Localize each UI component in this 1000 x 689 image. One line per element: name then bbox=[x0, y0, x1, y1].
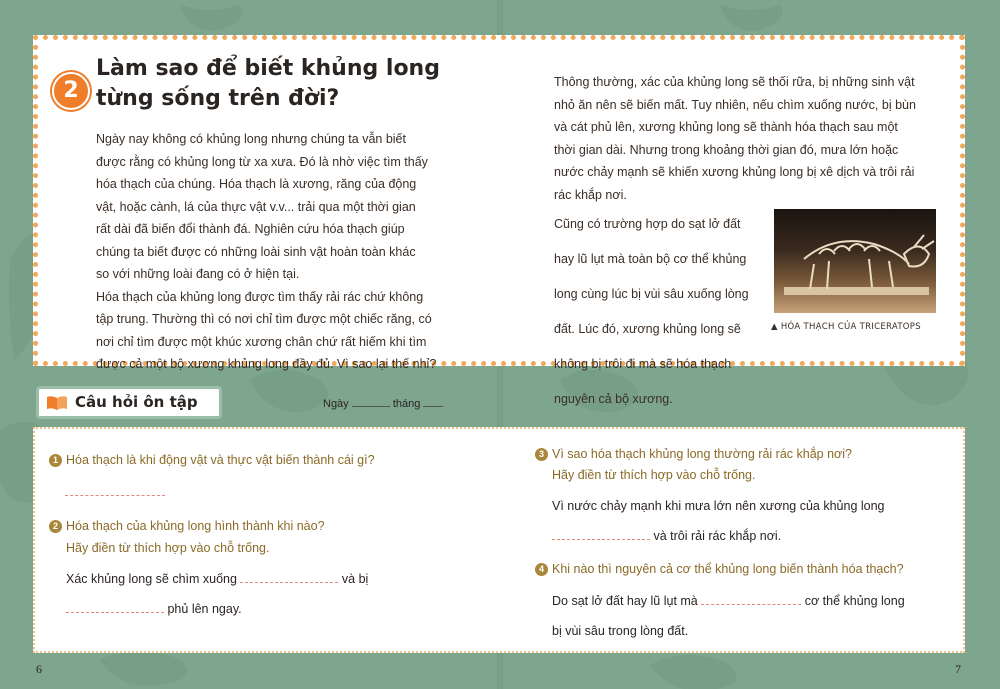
answer-2-line-2 bbox=[66, 602, 242, 616]
right-body-text bbox=[554, 71, 954, 206]
answer-3-line-2 bbox=[552, 529, 781, 543]
section-title bbox=[96, 54, 476, 114]
question-3 bbox=[535, 447, 852, 461]
page-number-left: 6 bbox=[36, 662, 42, 676]
question-text: Khi nào thì nguyên cả cơ thể khủng long biến thành hóa thạch? bbox=[552, 562, 904, 576]
wrap-line: không bị trôi đi mà sẽ hóa thạch bbox=[554, 356, 732, 371]
left-line: hóa thạch của chúng. Hóa thạch là xương, răng của động bbox=[96, 177, 417, 191]
date-field bbox=[323, 398, 443, 410]
left-line: được rằng có khủng long từ xa xưa. Đó là nhờ việc tìm thấy bbox=[96, 154, 428, 169]
answer-text: và trôi rải rác khắp nơi. bbox=[653, 529, 782, 543]
answer-text: cơ thể khủng long bbox=[804, 594, 905, 608]
wrap-line: đất. Lúc đó, xương khủng long sẽ bbox=[554, 321, 741, 336]
title-line-2: từng sống trên đời? bbox=[96, 86, 340, 111]
question-text: Hóa thạch là khi động vật và thực vật biến thành cái gì? bbox=[66, 453, 375, 467]
wrap-body-text bbox=[554, 200, 774, 423]
question-1 bbox=[49, 453, 375, 467]
right-line: rác khắp nơi. bbox=[554, 187, 627, 202]
left-line: rất dài đã biến đổi thành đá. Nghiên cứu hóa thạch giúp bbox=[96, 222, 405, 236]
answer-2-blank-b[interactable] bbox=[66, 602, 164, 613]
left-line: nơi chỉ tìm được một khúc xương chân chứ rất hiếm khi tìm bbox=[96, 334, 427, 349]
wrap-line: hay lũ lụt mà toàn bộ cơ thể khủng bbox=[554, 251, 747, 266]
question-number: 3 bbox=[535, 448, 548, 461]
fossil-skeleton-image bbox=[774, 209, 936, 313]
answer-4-blank[interactable] bbox=[701, 594, 801, 605]
title-line-1: Làm sao để biết khủng long bbox=[96, 56, 440, 81]
left-line: vật, hoặc cành, lá của thực vật v.v... trải qua một thời gian bbox=[96, 199, 416, 214]
section-number-badge: 2 bbox=[52, 72, 90, 110]
answer-3-blank[interactable] bbox=[552, 529, 650, 540]
question-text: Vì sao hóa thạch khủng long thường rải rác khắp nơi? bbox=[552, 447, 852, 461]
photo-caption: ▲ HÓA THẠCH CỦA TRICERATOPS bbox=[771, 322, 921, 332]
question-text: Hóa thạch của khủng long hình thành khi nào? bbox=[66, 519, 325, 533]
right-line: và cát phủ lên, xương khủng long sẽ thành hóa thạch sau một bbox=[554, 120, 898, 134]
question-4 bbox=[535, 562, 904, 576]
answer-text: Do sạt lở đất hay lũ lụt mà bbox=[552, 594, 698, 608]
review-heading bbox=[36, 386, 222, 419]
question-2-instruction: Hãy điền từ thích hợp vào chỗ trống. bbox=[66, 541, 270, 555]
left-line: chúng ta biết được có những loài sinh vật hoàn toàn khác bbox=[96, 244, 416, 259]
left-line: tập trung. Thường thì có nơi chỉ tìm được một chiếc răng, có bbox=[96, 312, 432, 326]
answer-2-blank-a[interactable] bbox=[240, 572, 338, 583]
left-line: Ngày nay không có khủng long nhưng chúng ta vẫn biết bbox=[96, 132, 406, 146]
date-day-label: Ngày bbox=[323, 398, 349, 410]
question-2 bbox=[49, 519, 325, 533]
book-icon bbox=[46, 395, 68, 411]
review-title: Câu hỏi ôn tập bbox=[75, 393, 198, 411]
wrap-line: nguyên cả bộ xương. bbox=[554, 391, 673, 406]
right-line: thời gian dài. Nhưng trong khoảng thời gian đó, mưa lớn hoặc bbox=[554, 142, 899, 157]
date-month-label: tháng bbox=[392, 398, 421, 410]
month-blank[interactable] bbox=[423, 406, 443, 407]
day-blank[interactable] bbox=[352, 406, 390, 407]
review-panel bbox=[33, 427, 965, 653]
wrap-line: long cùng lúc bị vùi sâu xuống lòng bbox=[554, 286, 749, 301]
answer-3-line-1: Vì nước chảy mạnh khi mưa lớn nên xương của khủng long bbox=[552, 499, 885, 513]
question-number: 1 bbox=[49, 454, 62, 467]
question-number: 4 bbox=[535, 563, 548, 576]
left-body-text bbox=[96, 128, 456, 376]
answer-4-line-2: bị vùi sâu trong lòng đất. bbox=[552, 624, 689, 638]
page-number-right: 7 bbox=[955, 662, 961, 676]
wrap-line: Cũng có trường hợp do sạt lở đất bbox=[554, 216, 741, 231]
triceratops-fossil-photo bbox=[774, 209, 936, 313]
right-line: nhỏ ăn nên sẽ biến mất. Tuy nhiên, nếu chìm xuống nước, bị bùn bbox=[554, 97, 916, 112]
left-line: so với những loài đang có ở hiện tại. bbox=[96, 267, 300, 281]
right-line: Thông thường, xác của khủng long sẽ thối rữa, bị những sinh vật bbox=[554, 75, 915, 89]
question-number: 2 bbox=[49, 520, 62, 533]
answer-2-line-1 bbox=[66, 572, 368, 586]
question-3-instruction: Hãy điền từ thích hợp vào chỗ trống. bbox=[552, 468, 756, 482]
answer-text: phủ lên ngay. bbox=[167, 602, 242, 616]
left-line: được cả một bộ xương khủng long đầy đủ. Vì sao lại thế nhỉ? bbox=[96, 357, 437, 371]
right-line: nước chảy mạnh sẽ khiến xương khủng long bị xê dịch và trôi rải bbox=[554, 165, 915, 179]
answer-4-line-1 bbox=[552, 594, 905, 608]
answer-text: Xác khủng long sẽ chìm xuống bbox=[66, 572, 237, 586]
left-line: Hóa thạch của khủng long được tìm thấy rải rác chứ không bbox=[96, 289, 424, 304]
answer-text: và bị bbox=[341, 572, 369, 586]
answer-1-blank[interactable] bbox=[65, 485, 165, 496]
